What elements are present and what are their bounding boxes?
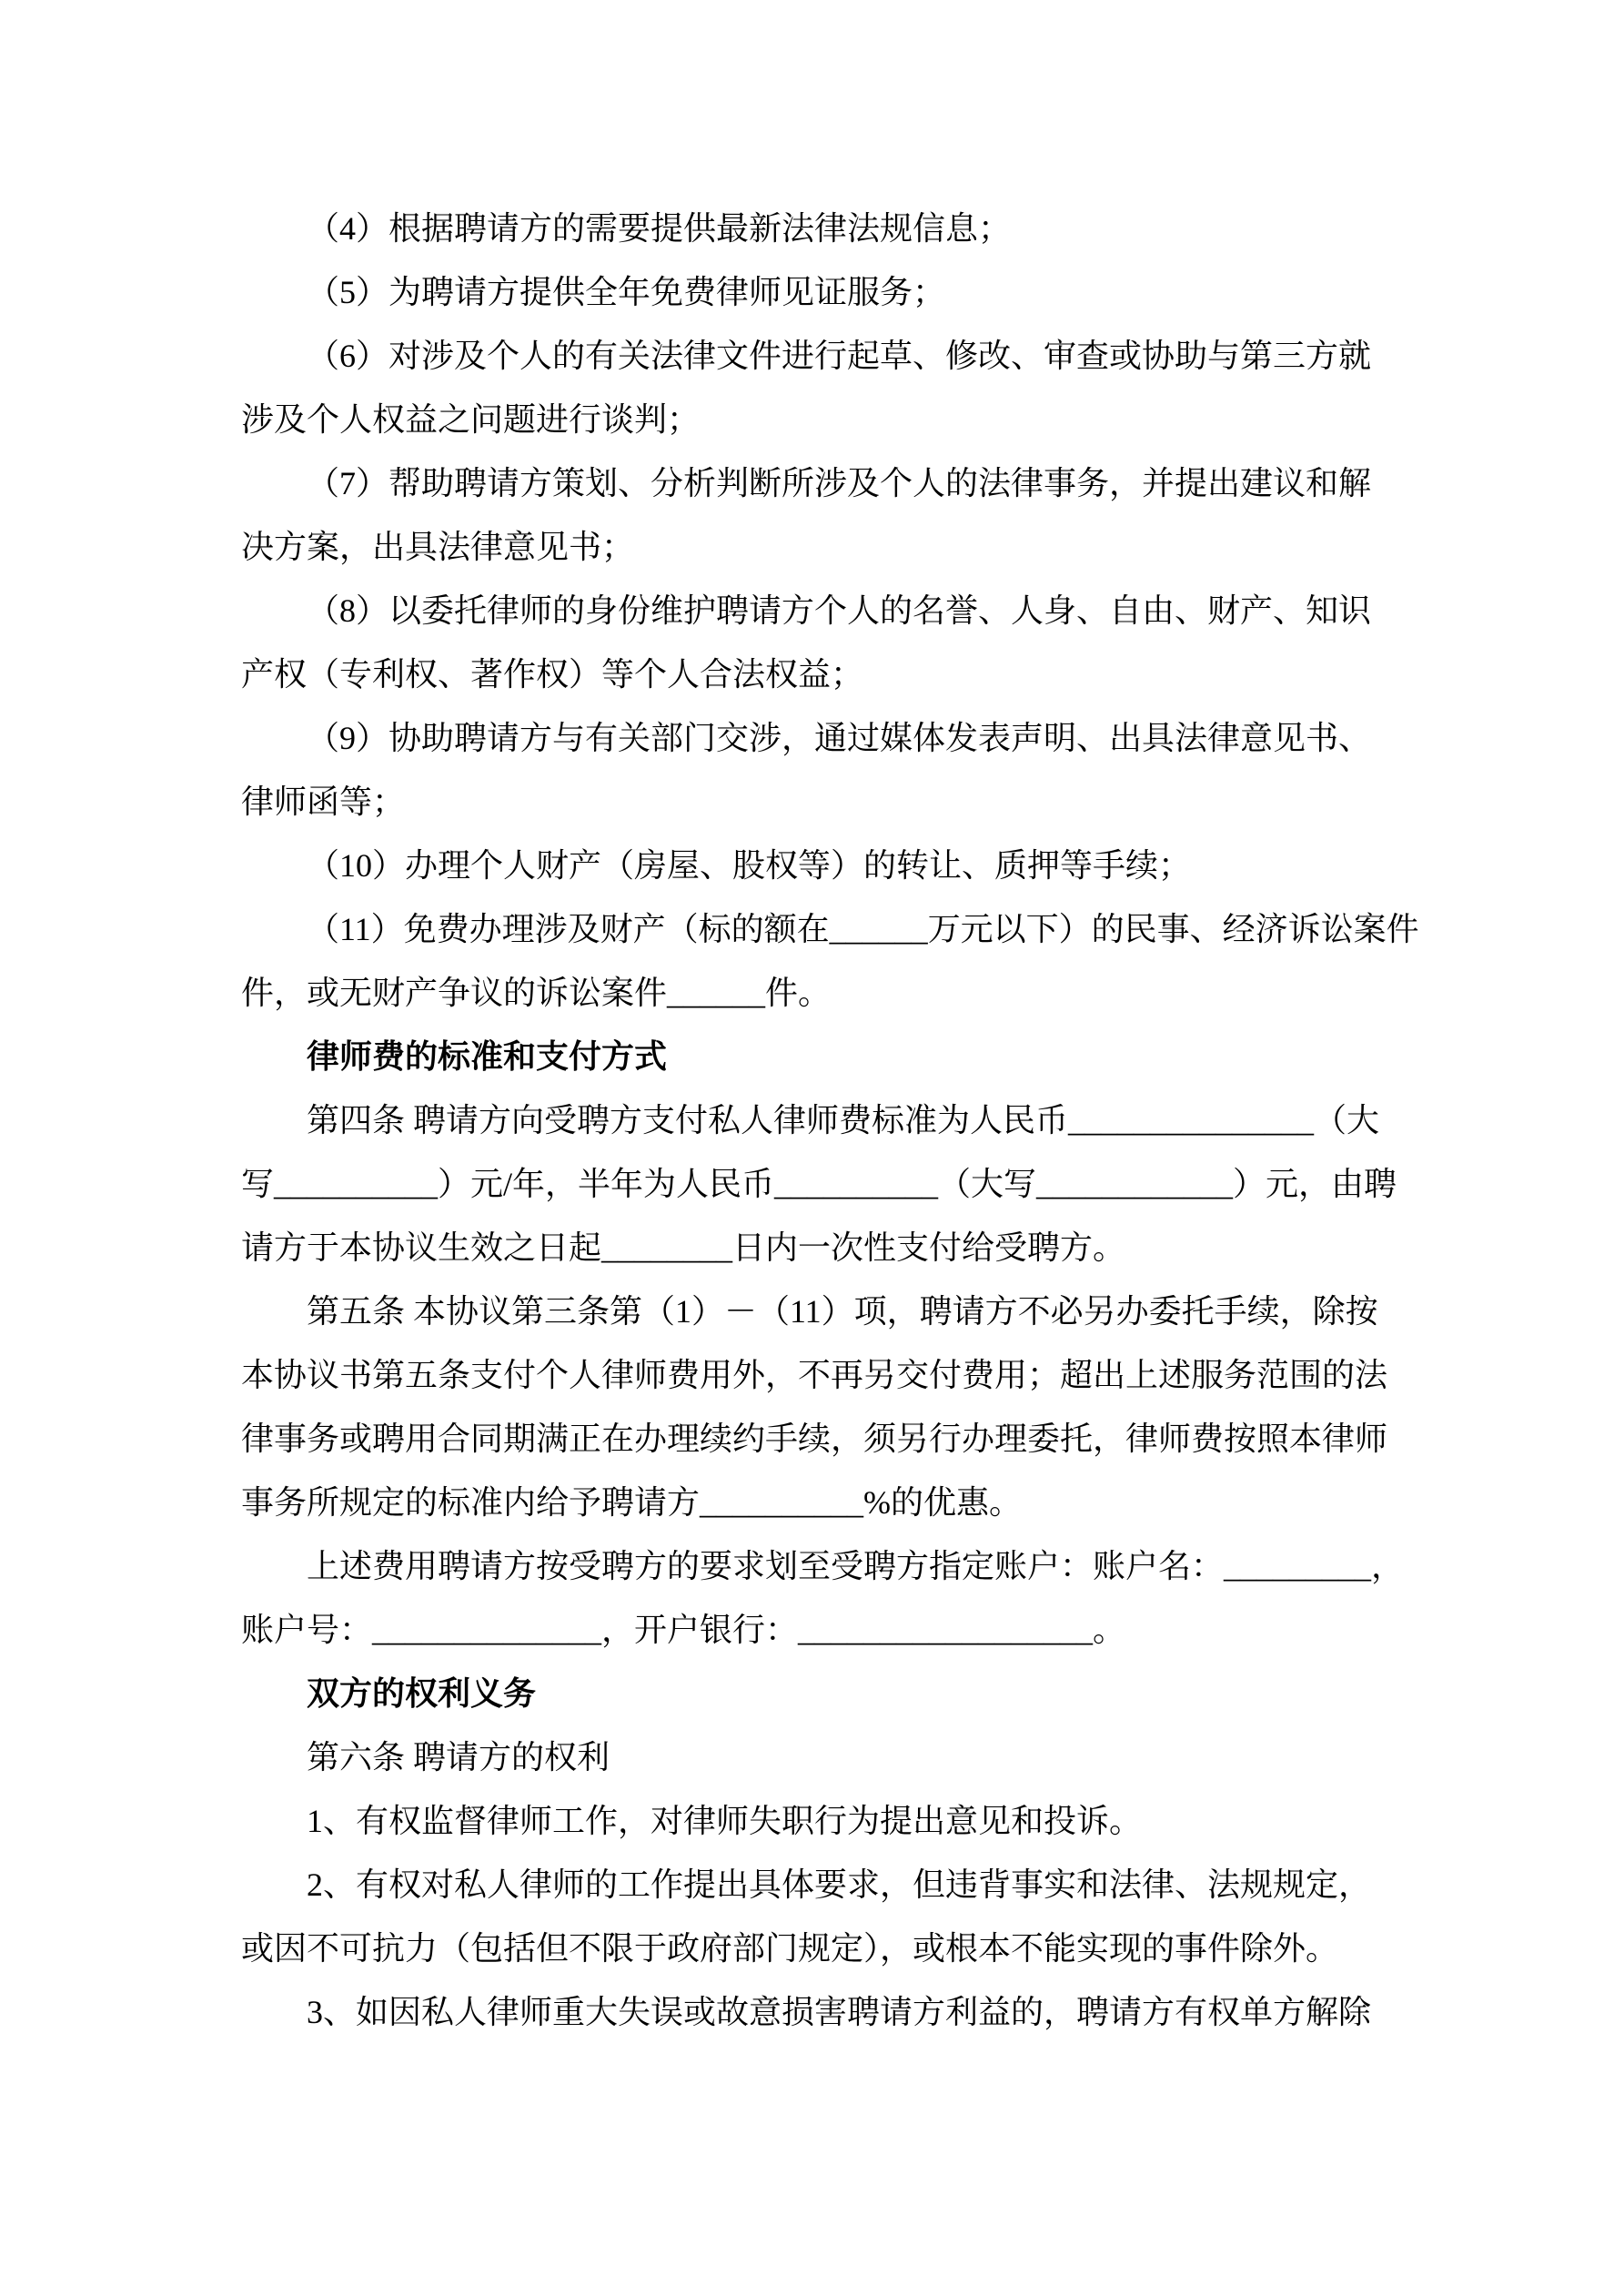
text-line: 决方案，出具法律意见书；: [241, 529, 635, 565]
text-line: 写__________）元/年，半年为人民币__________（大写____________）元，由聘: [241, 1166, 1397, 1202]
text-line: 第四条 聘请方向受聘方支付私人律师费标准为人民币_______________（大: [307, 1102, 1380, 1138]
text-line: 请方于本协议生效之日起________日内一次性支付给受聘方。: [241, 1229, 1126, 1266]
text-line: 上述费用聘请方按受聘方的要求划至受聘方指定账户：账户名：_________，: [307, 1548, 1405, 1584]
text-line: 产权（专利权、著作权）等个人合法权益；: [241, 656, 864, 693]
text-line: 3、如因私人律师重大失误或故意损害聘请方利益的，聘请方有权单方解除: [307, 1994, 1372, 2030]
text-line: 件，或无财产争议的诉讼案件______件。: [241, 975, 832, 1011]
text-line: 事务所规定的标准内给予聘请方__________%的优惠。: [241, 1484, 1022, 1521]
section-heading: 双方的权利义务: [307, 1675, 537, 1712]
text-line: 账户号：______________，开户银行：__________________。: [241, 1612, 1126, 1648]
text-line: 本协议书第五条支付个人律师费用外，不再另交付费用；超出上述服务范围的法: [241, 1357, 1388, 1393]
document-body: [241, 197, 1419, 2044]
text-line: （9）协助聘请方与有关部门交涉，通过媒体发表声明、出具法律意见书、: [307, 720, 1372, 756]
text-line: 2、有权对私人律师的工作提出具体要求，但违背事实和法律、法规规定，: [307, 1866, 1372, 1903]
text-line: （4）根据聘请方的需要提供最新法律法规信息；: [307, 210, 1012, 247]
text-line: （10）办理个人财产（房屋、股权等）的转让、质押等手续；: [307, 847, 1192, 884]
text-line: 第五条 本协议第三条第（1）－（11）项，聘请方不必另办委托手续，除按: [307, 1293, 1378, 1330]
text-line: 第六条 聘请方的权利: [307, 1739, 610, 1775]
section-heading: 律师费的标准和支付方式: [307, 1038, 668, 1075]
text-line: （5）为聘请方提供全年免费律师见证服务；: [307, 274, 946, 310]
text-line: 或因不可抗力（包括但不限于政府部门规定），或根本不能实现的事件除外。: [241, 1930, 1339, 1967]
text-line: （6）对涉及个人的有关法律文件进行起草、修改、审查或协助与第三方就: [307, 338, 1372, 374]
text-line: 1、有权监督律师工作，对律师失职行为提出意见和投诉。: [307, 1803, 1143, 1839]
text-line: 涉及个人权益之问题进行谈判；: [241, 401, 701, 438]
text-line: （7）帮助聘请方策划、分析判断所涉及个人的法律事务，并提出建议和解: [307, 465, 1372, 501]
text-line: 律师函等；: [241, 784, 406, 820]
text-line: 律事务或聘用合同期满正在办理续约手续，须另行办理委托，律师费按照本律师: [241, 1421, 1388, 1457]
text-line: （11）免费办理涉及财产（标的额在______万元以下）的民事、经济诉讼案件: [307, 911, 1419, 947]
text-line: （8）以委托律师的身份维护聘请方个人的名誉、人身、自由、财产、知识: [307, 592, 1372, 629]
